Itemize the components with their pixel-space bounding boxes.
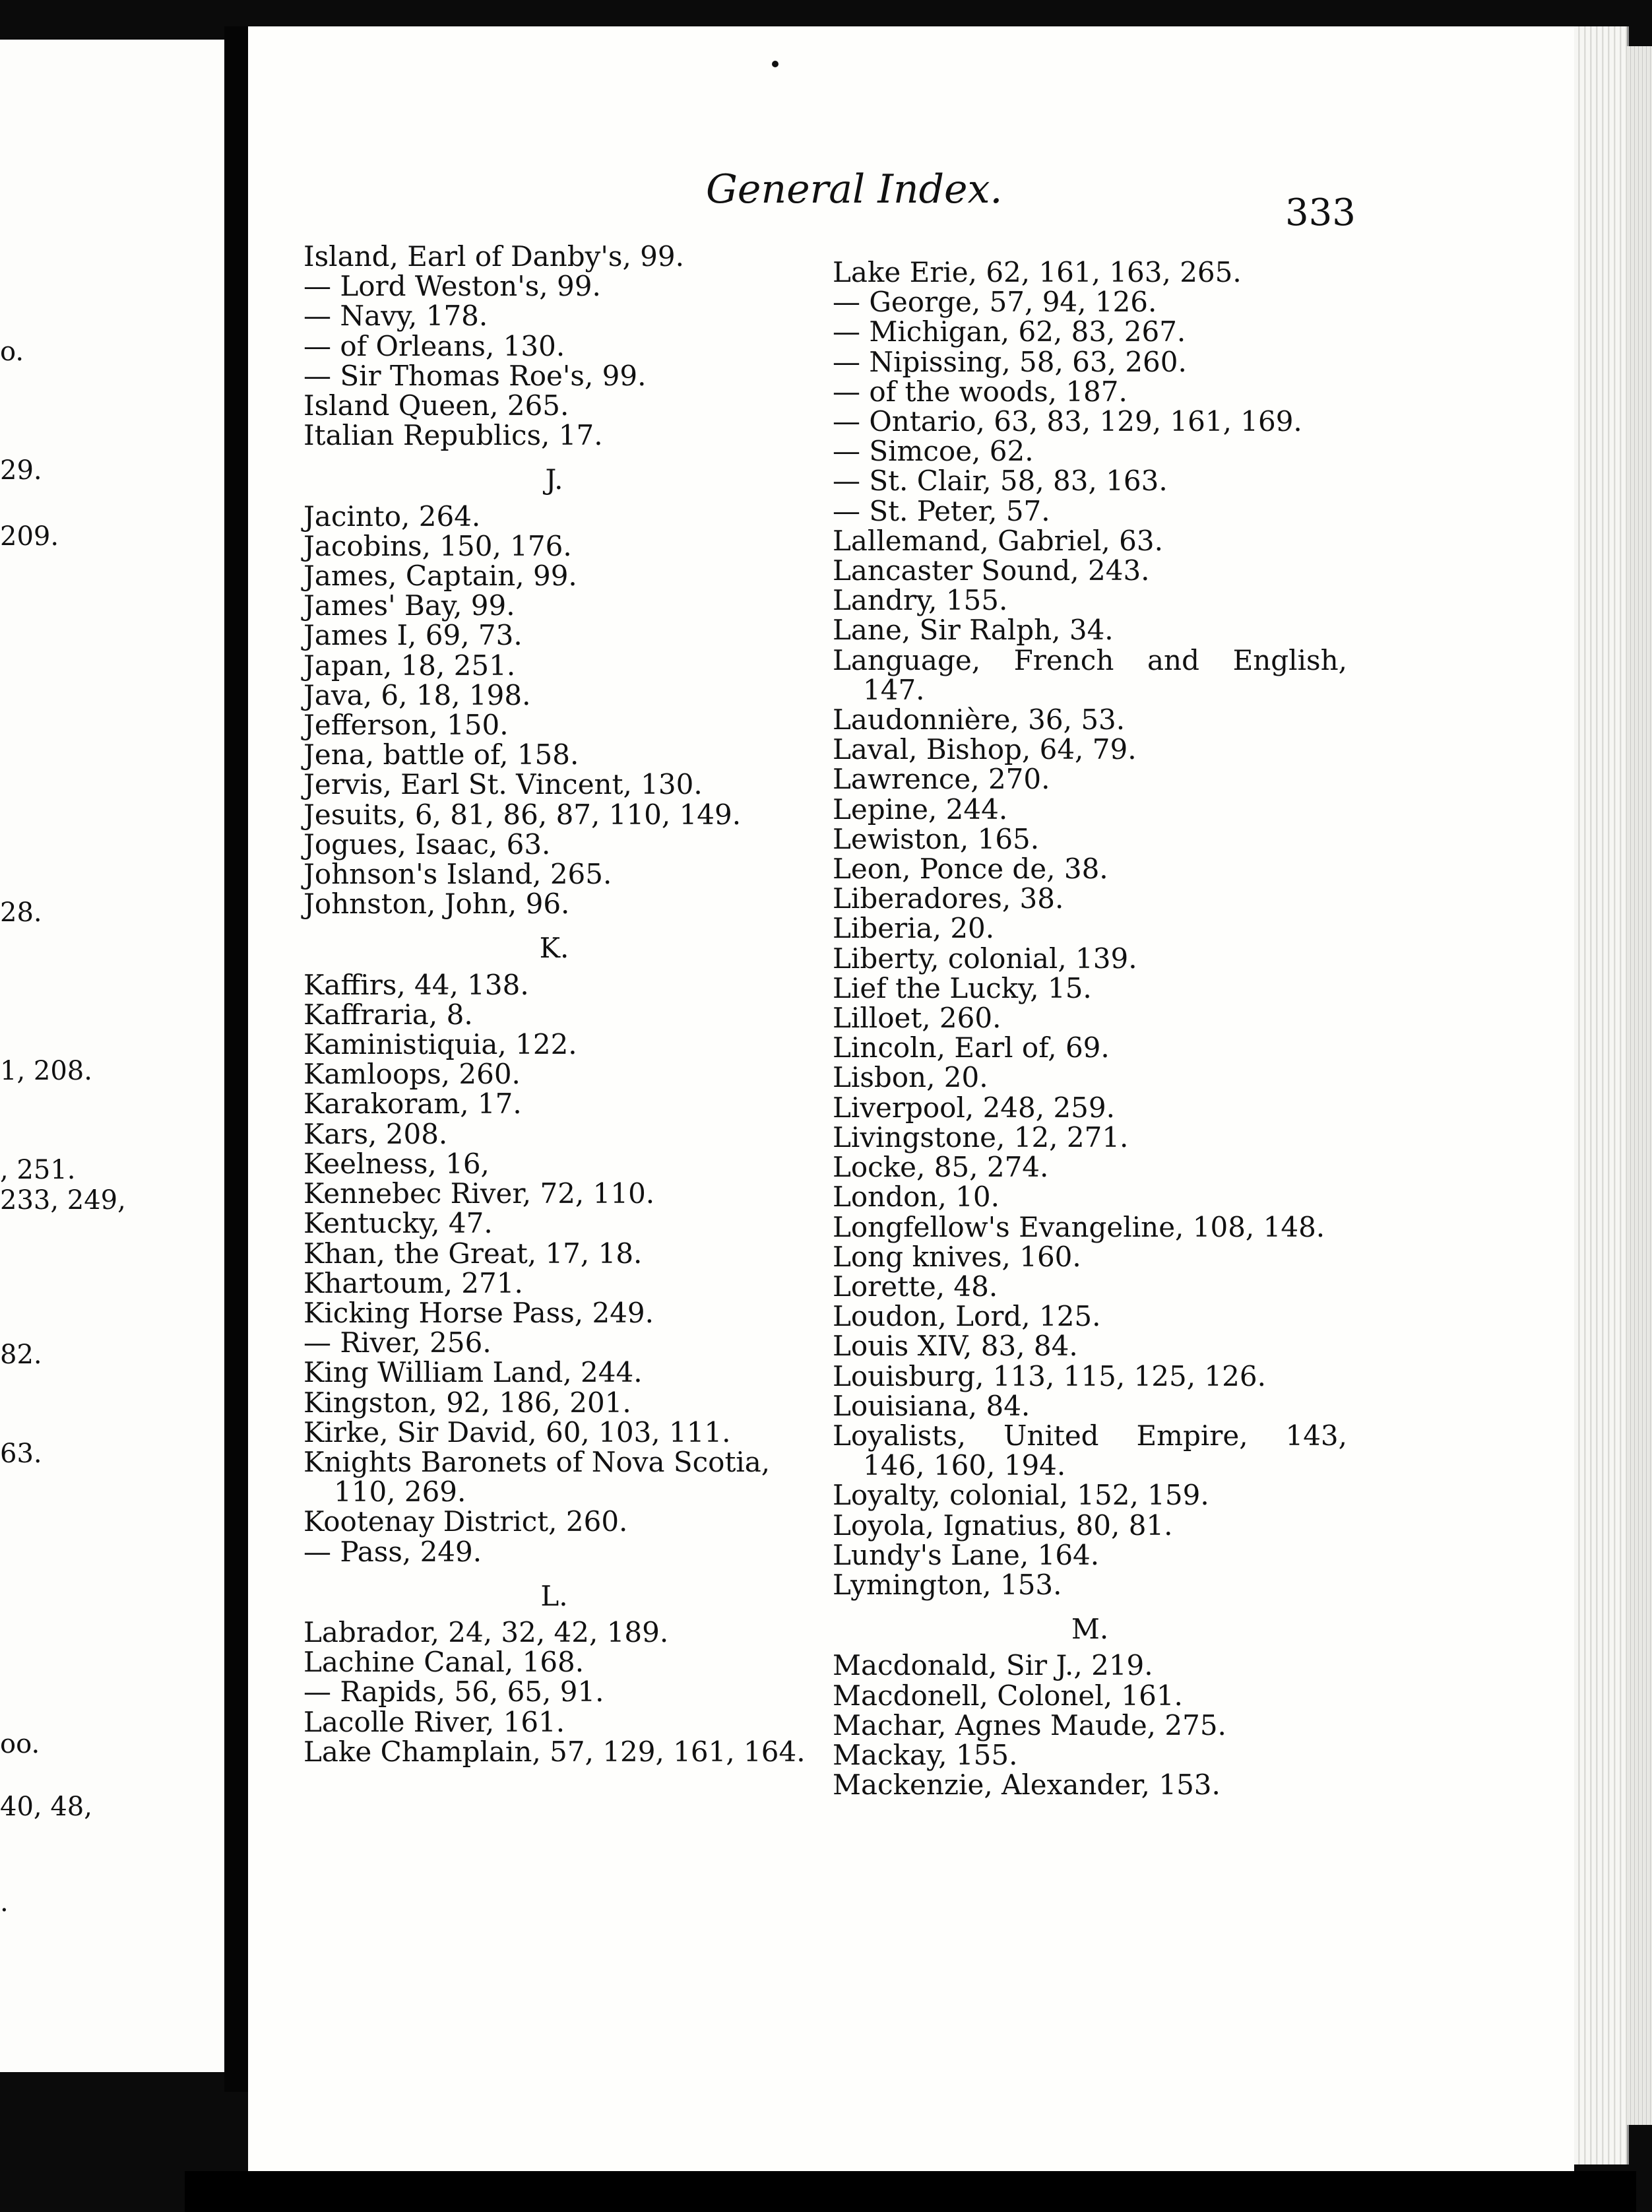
index-entry: Loyalty, colonial, 152, 159.	[833, 1479, 1209, 1512]
index-entry: Mackenzie, Alexander, 153.	[833, 1769, 1221, 1802]
index-entry: Macdonell, Colonel, 161.	[833, 1679, 1183, 1712]
index-entry: Lallemand, Gabriel, 63.	[833, 524, 1163, 557]
facing-page-text: , 251.	[0, 1155, 76, 1185]
index-entry: Lundy's Lane, 164.	[833, 1538, 1100, 1571]
index-entry: Lorette, 48.	[833, 1270, 998, 1303]
index-entry: Language, French and English,	[833, 643, 1347, 676]
index-entry: — River, 256.	[303, 1326, 492, 1359]
index-entry: Karakoram, 17.	[303, 1088, 522, 1121]
facing-page-text: 63.	[0, 1439, 42, 1469]
page-edges	[1574, 26, 1629, 2164]
index-entry: King William Land, 244.	[303, 1356, 643, 1389]
index-entry: Lewiston, 165.	[833, 822, 1040, 855]
index-entry-continuation: 110, 269.	[334, 1476, 466, 1509]
index-entry: Island, Earl of Danby's, 99.	[303, 240, 684, 273]
index-entry: Kamloops, 260.	[303, 1058, 521, 1091]
index-entry: — Sir Thomas Roe's, 99.	[303, 359, 647, 392]
index-entry: Kootenay District, 260.	[303, 1505, 628, 1538]
index-entry: Khan, the Great, 17, 18.	[303, 1237, 643, 1270]
index-entry: — Nipissing, 58, 63, 260.	[833, 345, 1187, 378]
index-entry: Laval, Bishop, 64, 79.	[833, 733, 1137, 766]
index-entry: Louisiana, 84.	[833, 1389, 1031, 1422]
index-entry: Kaministiquia, 122.	[303, 1028, 577, 1061]
index-entry: Loyalists, United Empire, 143,	[833, 1419, 1347, 1452]
index-entry: Lawrence, 270.	[833, 763, 1050, 796]
index-entry: Kars, 208.	[303, 1117, 448, 1150]
index-entry: Mackay, 155.	[833, 1738, 1018, 1771]
index-entry: Lane, Sir Ralph, 34.	[833, 614, 1114, 647]
scan-border	[185, 2171, 1636, 2212]
facing-page-text: o.	[0, 337, 24, 367]
index-entry: London, 10.	[833, 1181, 1000, 1214]
index-column-left	[303, 242, 805, 1767]
index-entry: Lake Erie, 62, 161, 163, 265.	[833, 256, 1242, 288]
index-entry: Loyola, Ignatius, 80, 81.	[833, 1509, 1173, 1542]
index-entry: Livingstone, 12, 271.	[833, 1121, 1129, 1154]
index-entry-continuation: 146, 160, 194.	[863, 1449, 1066, 1482]
facing-page-text: 29.	[0, 455, 42, 486]
section-letter: M.	[1071, 1613, 1109, 1646]
index-entry: — St. Clair, 58, 83, 163.	[833, 465, 1168, 498]
index-entry: Machar, Agnes Maude, 275.	[833, 1708, 1226, 1741]
index-entry: — George, 57, 94, 126.	[833, 286, 1157, 319]
index-entry: Laudonnière, 36, 53.	[833, 703, 1126, 736]
index-entry: Lake Champlain, 57, 129, 161, 164.	[303, 1735, 806, 1768]
index-entry: Lacolle River, 161.	[303, 1705, 565, 1738]
index-entry: Long knives, 160.	[833, 1240, 1081, 1273]
index-entry: — Navy, 178.	[303, 300, 488, 333]
index-entry: Island Queen, 265.	[303, 389, 569, 422]
index-entry: James, Captain, 99.	[303, 560, 577, 593]
index-entry: Labrador, 24, 32, 42, 189.	[303, 1615, 669, 1648]
index-entry: Johnson's Island, 265.	[303, 858, 612, 891]
index-entry: Macdonald, Sir J., 219.	[833, 1649, 1153, 1682]
ink-speck	[772, 61, 778, 67]
book-gutter	[224, 26, 248, 2092]
index-entry: Kirke, Sir David, 60, 103, 111.	[303, 1415, 731, 1448]
index-entry: Loudon, Lord, 125.	[833, 1300, 1101, 1333]
facing-page-text: oo.	[0, 1729, 40, 1759]
facing-page-text: 233, 249,	[0, 1185, 126, 1216]
index-entry: Johnston, John, 96.	[303, 888, 570, 921]
index-entry-continuation: 147.	[863, 673, 925, 706]
index-entry: Lincoln, Earl of, 69.	[833, 1031, 1110, 1064]
index-entry: Java, 6, 18, 198.	[303, 678, 531, 711]
index-entry: Lief the Lucky, 15.	[833, 971, 1092, 1004]
index-entry: Locke, 85, 274.	[833, 1151, 1049, 1184]
index-entry: Lilloet, 260.	[833, 1002, 1001, 1035]
index-entry: Japan, 18, 251.	[303, 649, 516, 682]
index-entry: Jena, battle of, 158.	[303, 738, 579, 771]
index-column-right	[833, 257, 1347, 1800]
index-entry: — Pass, 249.	[303, 1535, 482, 1568]
index-entry: Jefferson, 150.	[303, 709, 509, 742]
index-entry: Jacobins, 150, 176.	[303, 529, 572, 562]
facing-page-text: .	[0, 1887, 9, 1918]
section-letter: L.	[540, 1579, 568, 1612]
index-entry: Liverpool, 248, 259.	[833, 1091, 1115, 1124]
page-edges-outer	[1627, 46, 1652, 2125]
facing-page-text: 1, 208.	[0, 1056, 92, 1086]
index-entry: — of Orleans, 130.	[303, 329, 565, 362]
index-entry: — Rapids, 56, 65, 91.	[303, 1675, 604, 1708]
index-entry: — Michigan, 62, 83, 267.	[833, 315, 1186, 348]
index-entry: — St. Peter, 57.	[833, 494, 1050, 527]
index-entry: Keelness, 16,	[303, 1147, 490, 1180]
index-entry: Italian Republics, 17.	[303, 419, 603, 452]
index-entry: Longfellow's Evangeline, 108, 148.	[833, 1210, 1325, 1243]
index-entry: Louisburg, 113, 115, 125, 126.	[833, 1359, 1266, 1392]
index-entry: Landry, 155.	[833, 584, 1008, 617]
index-entry: Jogues, Isaac, 63.	[303, 828, 551, 861]
index-entry: James I, 69, 73.	[303, 619, 523, 652]
index-entry: Kaffirs, 44, 138.	[303, 968, 529, 1001]
index-entry: Jacinto, 264.	[303, 500, 481, 533]
facing-page-text: 82.	[0, 1340, 42, 1370]
section-letter: K.	[539, 932, 569, 965]
index-entry: Lisbon, 20.	[833, 1061, 988, 1094]
facing-page-text: 40, 48,	[0, 1792, 92, 1822]
index-entry: Knights Baronets of Nova Scotia,	[303, 1445, 771, 1478]
index-entry: Liberia, 20.	[833, 912, 995, 945]
index-entry: Liberty, colonial, 139.	[833, 942, 1137, 975]
index-entry: Kennebec River, 72, 110.	[303, 1177, 655, 1210]
index-entry: James' Bay, 99.	[303, 589, 515, 622]
facing-page-text: 209.	[0, 521, 59, 552]
index-entry: Khartoum, 271.	[303, 1266, 523, 1299]
index-entry: Kingston, 92, 186, 201.	[303, 1386, 631, 1419]
page-number: 333	[1285, 191, 1356, 234]
index-entry: — Simcoe, 62.	[833, 435, 1034, 468]
index-entry: — Ontario, 63, 83, 129, 161, 169.	[833, 405, 1302, 438]
index-entry: Kentucky, 47.	[303, 1207, 493, 1240]
facing-page-fragment	[0, 40, 227, 2072]
index-entry: — of the woods, 187.	[833, 375, 1128, 408]
running-head: General Index.	[706, 166, 1003, 212]
index-entry: Jesuits, 6, 81, 86, 87, 110, 149.	[303, 798, 742, 831]
index-entry: Lachine Canal, 168.	[303, 1646, 585, 1679]
section-letter: J.	[545, 463, 563, 496]
index-entry: Louis XIV, 83, 84.	[833, 1330, 1078, 1363]
index-entry: Lymington, 153.	[833, 1568, 1062, 1601]
index-entry: Lepine, 244.	[833, 793, 1008, 826]
index-entry: Leon, Ponce de, 38.	[833, 853, 1108, 886]
facing-page-text: 28.	[0, 897, 42, 928]
index-entry: Liberadores, 38.	[833, 882, 1064, 915]
index-entry: Lancaster Sound, 243.	[833, 554, 1150, 587]
index-entry: — Lord Weston's, 99.	[303, 270, 601, 303]
index-entry: Jervis, Earl St. Vincent, 130.	[303, 768, 703, 801]
index-entry: Kicking Horse Pass, 249.	[303, 1296, 654, 1329]
index-entry: Kaffraria, 8.	[303, 998, 473, 1031]
